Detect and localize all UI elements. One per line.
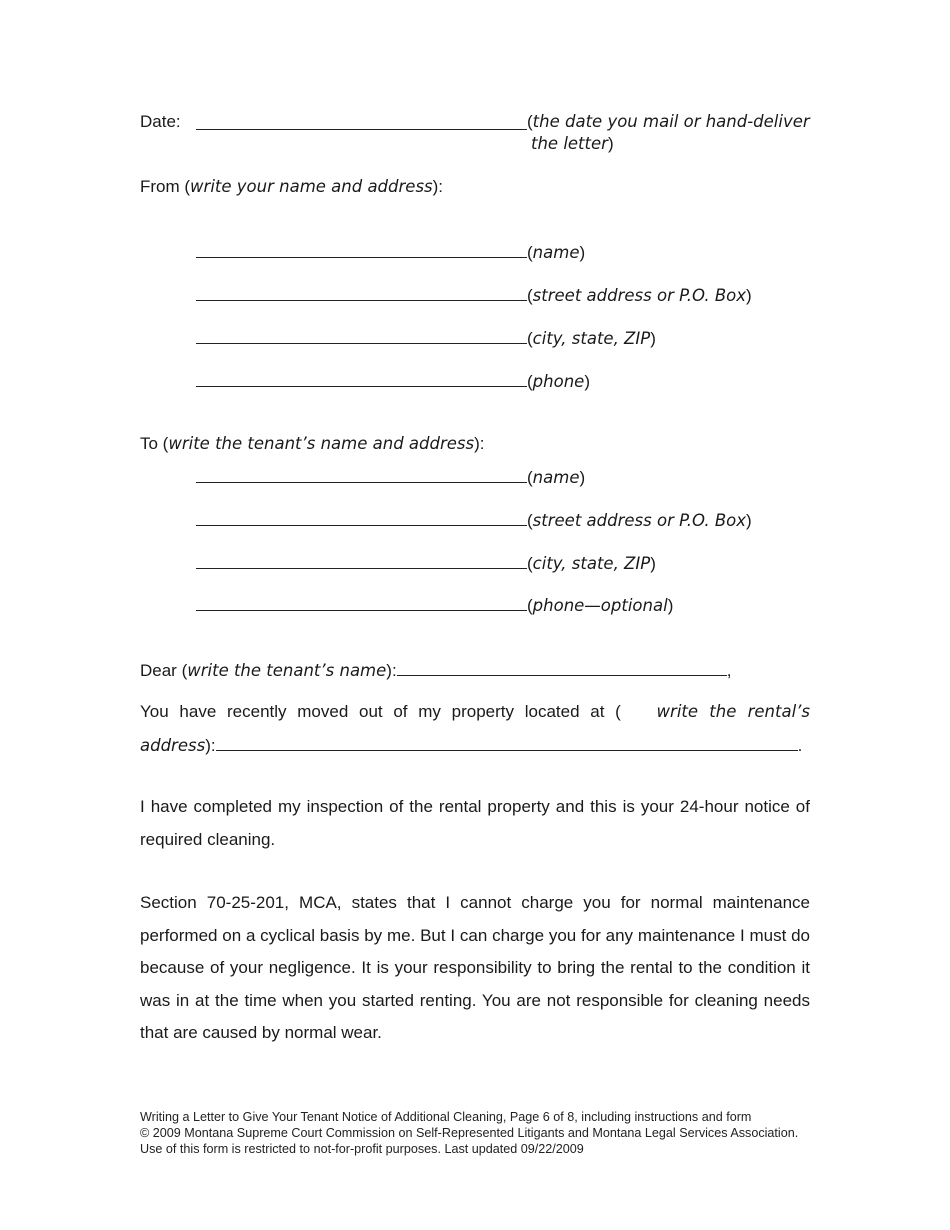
footer-copyright: © 2009 Montana Supreme Court Commission on Self-Represented Litigants and Montana Legal Services Association. Use of this form is restricted to not-for-profit purposes. Last updated 09/22/2009 (140, 1126, 799, 1156)
from-heading: From (write your name and address): (140, 177, 444, 196)
from-field-phone[interactable]: (phone) (196, 370, 590, 392)
to-heading: To (write the tenant’s name and address): (140, 434, 485, 453)
salutation: Dear (write the tenant’s name): , (140, 661, 732, 680)
footer (140, 1109, 805, 1157)
moved-out-line1: You have recently moved out of my property located at ( write the rental’s (140, 702, 810, 721)
from-field-city[interactable]: (city, state, ZIP) (196, 327, 656, 349)
date-blank[interactable] (196, 113, 527, 135)
rental-address-blank[interactable] (216, 734, 798, 751)
from-field-name[interactable]: (name) (196, 241, 585, 263)
date-hint-cont: the letter) (531, 134, 614, 153)
from-field-street[interactable]: (street address or P.O. Box) (196, 284, 752, 306)
date-label: Date: (140, 112, 181, 131)
moved-out-line2: address): . (140, 736, 803, 755)
to-field-phone[interactable]: (phone—optional) (196, 594, 673, 616)
date-row (140, 112, 181, 132)
date-hint: (the date you mail or hand-deliver (527, 112, 810, 131)
to-field-name[interactable]: (name) (196, 466, 585, 488)
salutation-blank[interactable] (397, 659, 727, 676)
statute-paragraph: Section 70-25-201, MCA, states that I cannot charge you for normal maintenance performed on a cyclical basis by me. But I can charge you for any maintenance I must do because of your negligence. It is your responsibility to bring the rental to the condition it was in at the time when you started renting. You are not responsible for cleaning needs that are caused by normal wear. (140, 893, 810, 1042)
footer-title: Writing a Letter to Give Your Tenant Notice of Additional Cleaning, Page 6 of 8, including instructions and form (140, 1110, 752, 1124)
to-field-city[interactable]: (city, state, ZIP) (196, 552, 656, 574)
inspection-paragraph: I have completed my inspection of the rental property and this is your 24-hour notice of required cleaning. (140, 797, 810, 849)
to-field-street[interactable]: (street address or P.O. Box) (196, 509, 752, 531)
